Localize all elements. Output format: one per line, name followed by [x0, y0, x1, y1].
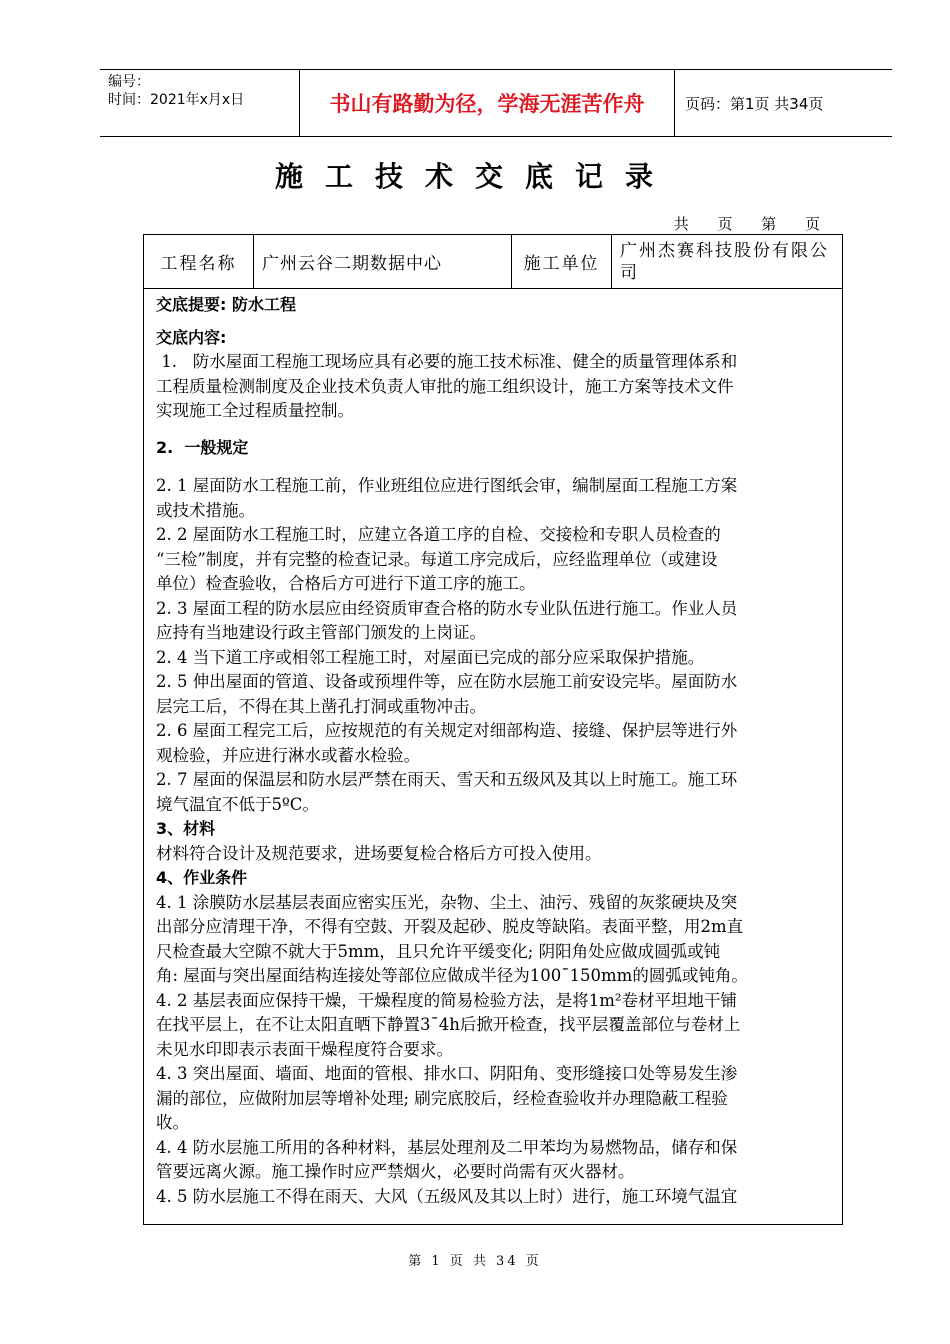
text-line: 4. 1 涂膜防水层基层表面应密实压光，杂物、尘土、油污、残留的灰浆硬块及突	[156, 892, 738, 912]
text-line: 应持有当地建设行政主管部门颁发的上岗证。	[156, 623, 486, 642]
header-meta	[100, 70, 300, 136]
section-4	[156, 891, 832, 1210]
content-label: 交底内容:	[156, 327, 227, 347]
page-of: 共 页 第 页	[673, 215, 832, 233]
text-line: 2. 2 屋面防水工程施工时，应建立各道工序的自检、交接检和专职人员检查的	[156, 525, 721, 544]
text-line: 工程质量检测制度及企业技术负责人审批的施工组织设计，施工方案等技术文件	[156, 376, 734, 396]
section-3-title: 3、材料	[156, 819, 216, 838]
text-line: 实现施工全过程质量控制。	[156, 401, 354, 420]
slogan: 书山有路勤为径，学海无涯苦作舟	[300, 70, 675, 136]
text-line: 2. 5 伸出屋面的管道、设备或预埋件等，应在防水层施工前安设完毕。屋面防水	[156, 672, 738, 691]
text-line: 层完工后，不得在其上凿孔打洞或重物冲击。	[156, 696, 486, 716]
text-line: 漏的部位，应做附加层等增补处理; 刷完底胶后，经检查验收并办理隐蔽工程验	[156, 1088, 728, 1108]
date-label: 时间：2021年x月x日	[108, 92, 245, 108]
project-label: 工程名称	[144, 235, 254, 288]
section-2	[156, 474, 832, 817]
number-label: 编号：	[108, 74, 150, 90]
text-line: 1. 防水屋面工程施工现场应具有必要的施工技术标准、健全的质量管理体系和	[156, 352, 738, 371]
text-line: 2. 1 屋面防水工程施工前，作业班组位应进行图纸会审，编制屋面工程施工方案	[156, 476, 738, 495]
text-line: 2. 7 屋面的保温层和防水层严禁在雨天、雪天和五级风及其以上时施工。施工环	[156, 770, 738, 789]
text-line: 2. 4 当下道工序或相邻工程施工时，对屋面已完成的部分应采取保护措施。	[156, 647, 705, 667]
summary: 交底提要: 防水工程	[156, 295, 296, 314]
text-line: “三检”制度，并有完整的检查记录。每道工序完成后，应经监理单位（或建设	[156, 549, 718, 569]
section-4-title: 4、作业条件	[156, 868, 248, 887]
section-3	[156, 842, 832, 867]
text-line: 境气温宜不低于5ºC。	[156, 794, 319, 814]
text-line: 4. 4 防水层施工所用的各种材料，基层处理剂及二甲苯均为易燃物品，储存和保	[156, 1137, 738, 1157]
page-label: 页码：第1页 共34页	[685, 94, 824, 113]
info-row	[144, 235, 842, 289]
text-line: 收。	[156, 1113, 189, 1132]
text-line: 出部分应清理干净，不得有空鼓、开裂及起砂、脱皮等缺陷。表面平整，用2m直	[156, 917, 744, 936]
record-table	[143, 234, 843, 1225]
text-line: 尺检查最大空隙不就大于5mm，且只允许平缓变化; 阴阳角处应做成圆弧或钝	[156, 941, 721, 961]
page-header	[100, 69, 892, 137]
text-line: 管要远离火源。施工操作时应严禁烟火，必要时尚需有灭火器材。	[156, 1162, 635, 1181]
text-line: 2. 3 屋面工程的防水层应由经资质审查合格的防水专业队伍进行施工。作业人员	[156, 598, 738, 618]
page-footer: 第 1 页 共 34 页	[408, 1254, 542, 1269]
text-line: 4. 5 防水层施工不得在雨天、大风（五级风及其以上时）进行，施工环境气温宜	[156, 1186, 738, 1206]
text-line: 材料符合设计及规范要求，进场要复检合格后方可投入使用。	[156, 843, 602, 863]
text-line: 角: 屋面与突出屋面结构连接处等部位应做成半径为100ˉ150mm的圆弧或钝角。	[156, 966, 748, 985]
unit-label: 施工单位	[512, 235, 612, 288]
text-line: 未见水印即表示表面干燥程度符合要求。	[156, 1039, 453, 1059]
document-title: 施工技术交底记录	[274, 160, 675, 193]
unit-value: 广州杰赛科技股份有限公司	[620, 240, 829, 283]
content-body	[144, 293, 842, 1209]
text-line: 或技术措施。	[156, 500, 255, 520]
text-line: 单位）检查验收，合格后方可进行下道工序的施工。	[156, 574, 536, 593]
text-line: 观检验，并应进行淋水或蓄水检验。	[156, 745, 420, 765]
text-line: 4. 3 突出屋面、墙面、地面的管根、排水口、阴阳角、变形缝接口处等易发生渗	[156, 1064, 738, 1083]
project-value: 广州云谷二期数据中心	[254, 235, 512, 288]
text-line: 4. 2 基层表面应保持干燥，干燥程度的简易检验方法，是将1m²卷材平坦地干铺	[156, 990, 737, 1010]
text-line: 在找平层上，在不让太阳直晒下静置3ˉ4h后掀开检查，找平层覆盖部位与卷材上	[156, 1015, 741, 1034]
text-line: 2. 6 屋面工程完工后，应按规范的有关规定对细部构造、接缝、保护层等进行外	[156, 721, 738, 740]
section-1	[156, 350, 832, 424]
section-2-title: 2. 一般规定	[156, 437, 249, 457]
